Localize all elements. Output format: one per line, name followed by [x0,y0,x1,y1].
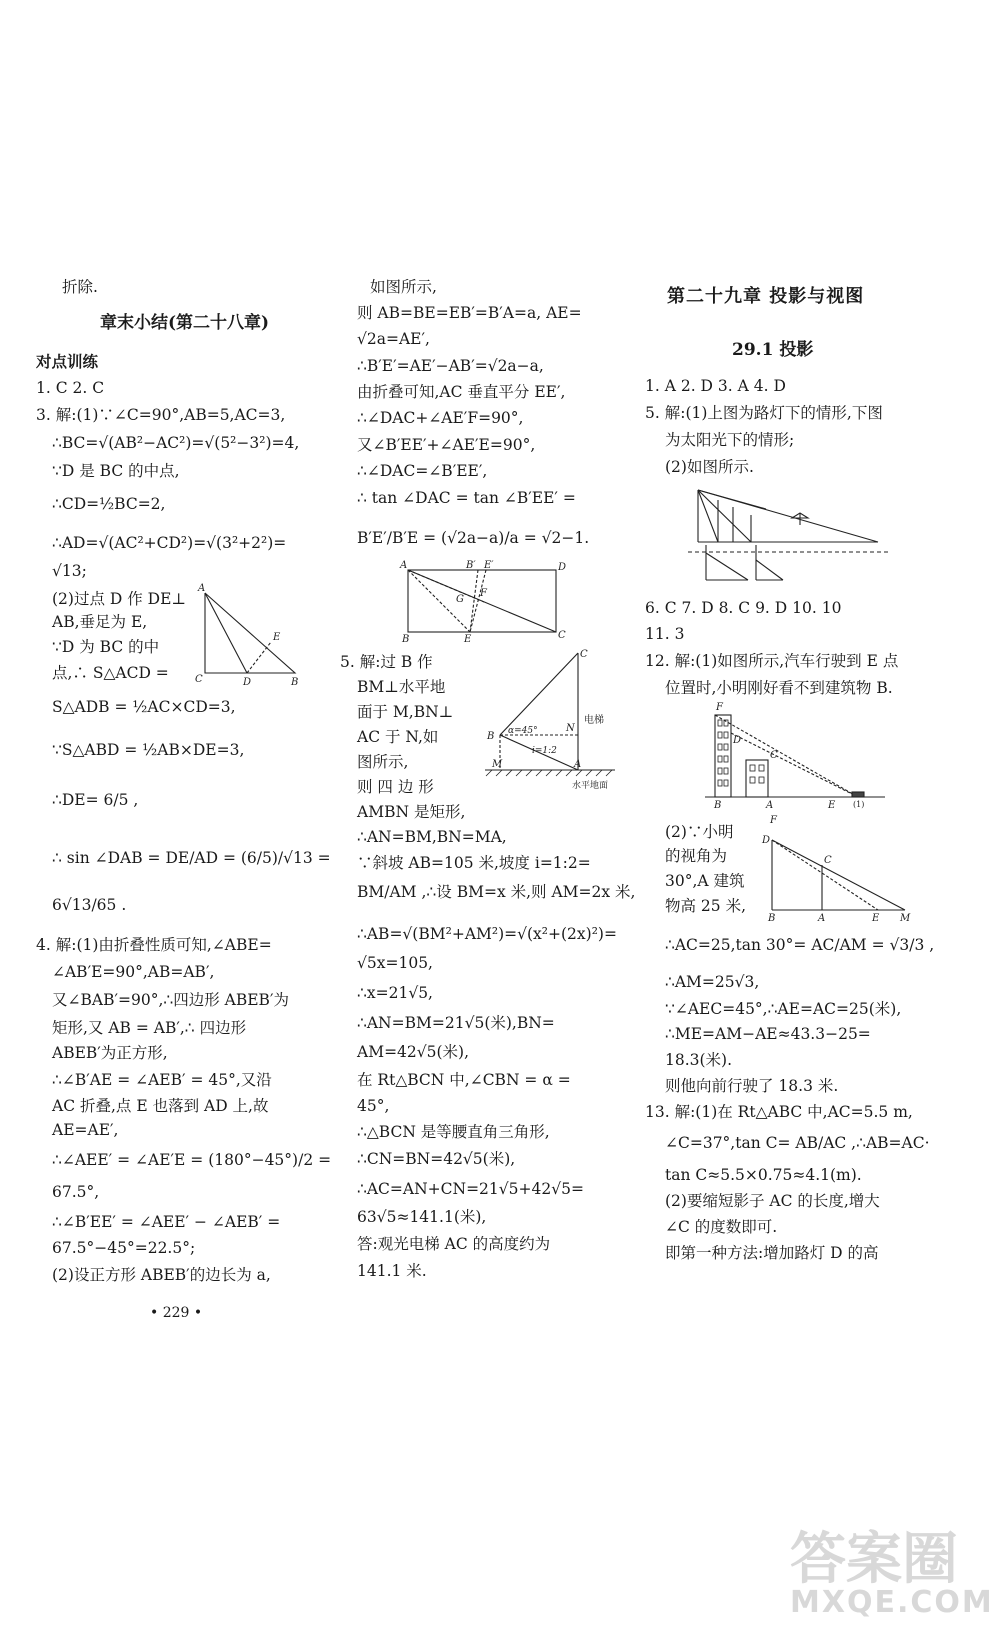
text-line: (2)如图所示. [665,458,754,476]
text-line: (2)过点 D 作 DE⊥ [52,590,186,608]
text-line: AB,垂足为 E, [52,613,148,631]
text-line: BM/AM ,∴设 BM=x 米,则 AM=2x 米, [357,883,636,901]
text-line: AC 于 N,如 [357,728,439,746]
text-line: ∴∠DAC=∠B′EE′, [357,462,488,480]
triangle-figure [195,585,320,690]
text-line: 1. A 2. D 3. A 4. D [645,377,786,395]
fig-label: A [198,583,206,594]
text-line: ∵S△ABD = ½AB×DE=3, [52,741,245,759]
text-line: 13. 解:(1)在 Rt△ABC 中,AC=5.5 m, [645,1103,913,1121]
fig-label: N [566,723,575,734]
fig-label: F [770,815,777,826]
text-line: 在 Rt△BCN 中,∠CBN = α = [357,1071,571,1089]
text-line: ∴△BCN 是等腰直角三角形, [357,1123,550,1141]
fig-label: G [456,594,464,605]
text-line: 即第一种方法:增加路灯 D 的高 [665,1244,879,1262]
text-line: ∵斜坡 AB=105 米,坡度 i=1:2= [357,854,591,872]
text-line: AMBN 是矩形, [357,803,466,821]
text-line: 如图所示, [370,278,437,296]
fig-label: B′ [466,560,476,571]
text-line: ∴B′E′=AE′−AB′=√2a−a, [357,357,544,375]
fig-label: A [400,560,408,571]
text-line: tan C≈5.5×0.75≈4.1(m). [665,1166,862,1184]
text-line: 矩形,又 AB = AB′,∴ 四边形 [52,1019,247,1037]
projection-figure [688,485,888,585]
text-line: 答:观光电梯 AC 的高度约为 [357,1235,551,1253]
text-line: AM=42√5(米), [357,1043,470,1061]
text-line: ∴AM=25√3, [665,973,760,991]
fig-label: B [714,800,722,811]
text-line: 由折叠可知,AC 垂直平分 EE′, [357,383,566,401]
fig-label: E [828,800,836,811]
fig-line [772,840,878,910]
text-line: ∴CN=BN=42√5(米), [357,1150,516,1168]
subsection-heading: 对点训练 [36,352,99,371]
chapter-title: 第二十九章 投影与视图 [667,286,865,307]
text-line: 位置时,小明刚好看不到建筑物 B. [665,679,893,697]
watermark-url: MXQE.COM [790,1585,994,1620]
text-line: ∴AN=BM,BN=MA, [357,828,507,846]
fig-label: D [243,677,252,688]
fig-line [772,840,905,910]
fig-label: F [480,588,487,599]
watermark-logo: 答案圈 [790,1527,958,1592]
fig-label: C [195,674,203,685]
text-line: 18.3(米). [665,1051,733,1069]
text-line: ∵D 是 BC 的中点, [52,462,180,480]
text-line: 141.1 米. [357,1262,427,1280]
fig-label: B [291,677,299,688]
text-line: (2)设正方形 ABEB′的边长为 a, [52,1266,271,1284]
text-line: ∴BC=√(AB²−AC²)=√(5²−3²)=4, [52,434,300,452]
text-line: (2)要缩短影子 AC 的长度,增大 [665,1192,880,1210]
text-line: ∴AD=√(AC²+CD²)=√(3²+2²)= [52,534,287,552]
fig-label: C [558,630,566,641]
text-line: 45°, [357,1097,390,1115]
fig-label: M [900,913,911,924]
fig-label: D [558,562,567,573]
text-line: 6√13/65 . [52,896,127,914]
fig-label: C [580,649,588,660]
fig-label: D [733,735,742,746]
text-line: 67.5°, [52,1183,100,1201]
text-line: 折除. [62,278,98,296]
fig-label: E′ [484,560,494,571]
text-line: 5. 解:过 B 作 [340,653,433,671]
text-line: 物高 25 米, [665,897,747,915]
text-line: ∴∠DAC+∠AE′F=90°, [357,409,524,427]
fig-label: B [768,913,776,924]
text-line: ∴ME=AM−AE≈43.3−25= [665,1025,871,1043]
text-line: 则 四 边 形 [357,778,434,796]
fig-label: F [716,702,723,713]
fig-label: E [872,913,880,924]
text-line: ∴∠AEE′ = ∠AE′E = (180°−45°)/2 = [52,1151,332,1169]
text-line: 图所示, [357,753,409,771]
text-line: 11. 3 [645,625,685,643]
text-line: B′E′/B′E = (√2a−a)/a = √2−1. [357,529,590,547]
text-line: ∠AB′E=90°,AB=AB′, [52,963,215,981]
text-line: 12. 解:(1)如图所示,汽车行驶到 E 点 [645,652,899,670]
slope-elevator-figure [480,645,620,795]
text-line: 又∠B′EE′+∠AE′E=90°, [357,436,536,454]
text-line: 则他向前行驶了 18.3 米. [665,1077,839,1095]
building-figure-1 [700,700,885,810]
text-line: ∴ tan ∠DAC = tan ∠B′EE′ = [357,489,576,507]
text-line: ∠C=37°,tan C= AB/AC ,∴AB=AC· [665,1134,930,1152]
text-line: 则 AB=BE=EB′=B′A=a, AE= [357,304,582,322]
fig-label: A [766,800,774,811]
text-line: 1. C 2. C [36,379,105,397]
text-line: 30°,A 建筑 [665,872,745,890]
fig-label: E [273,632,281,643]
text-line: ∵∠AEC=45°,∴AE=AC=25(米), [665,1000,902,1018]
text-line: ∴AC=25,tan 30°= AC/AM = √3/3 , [665,936,935,954]
fig-label: B [487,731,495,742]
text-line: 又∠BAB′=90°,∴四边形 ABEB′为 [52,991,289,1009]
text-line: ∴ sin ∠DAB = DE/AD = (6/5)/√13 = [52,849,331,867]
text-line: ∴AN=BM=21√5(米),BN= [357,1014,555,1032]
text-line: 点,∴ S△ACD = [52,664,169,682]
text-line: 3. 解:(1)∵∠C=90°,AB=5,AC=3, [36,406,286,424]
fig-label: α=45° [508,726,538,736]
text-line: 5. 解:(1)上图为路灯下的情形,下图 [645,404,883,422]
building-figure-2 [760,815,910,925]
page-number: • 229 • [150,1305,203,1321]
text-line: ∠C 的度数即可. [665,1218,778,1236]
fig-label: M [492,759,503,770]
text-line: ∴∠B′EE′ = ∠AEE′ − ∠AEB′ = [52,1213,281,1231]
text-line: AE=AE′, [52,1121,119,1139]
text-line: ABEB′为正方形, [52,1044,168,1062]
text-line: ∴∠B′AE = ∠AEB′ = 45°,又沿 [52,1071,272,1089]
fig-label: C [824,855,832,866]
text-line: 67.5°−45°=22.5°; [52,1239,196,1257]
fig-label: i=1:2 [532,746,557,756]
text-line: 4. 解:(1)由折叠性质可知,∠ABE= [36,936,272,954]
text-line: √2a=AE′, [357,330,430,348]
text-line: ∴x=21√5, [357,984,433,1002]
fig-label: D [762,835,771,846]
text-line: ∴AC=AN+CN=21√5+42√5= [357,1180,584,1198]
text-line: S△ADB = ½AC×CD=3, [52,698,236,716]
text-line: (2)∵小明 [665,823,734,841]
text-line: ∴CD=½BC=2, [52,495,166,513]
text-line: AC 折叠,点 E 也落到 AD 上,故 [52,1097,269,1115]
text-line: 面于 M,BN⊥ [357,703,454,721]
text-line: 的视角为 [665,847,728,865]
fig-label: B [402,634,410,645]
rectangle-fold-figure [398,562,568,647]
section-heading: 章末小结(第二十八章) [100,313,270,333]
fig-label: A [818,913,826,924]
fig-label: 水平地面 [572,781,609,791]
fig-label: 电梯 [584,715,604,726]
text-line: 6. C 7. D 8. C 9. D 10. 10 [645,599,842,617]
text-line: ∴DE= 6/5 , [52,791,139,809]
fig-label: (1) [853,800,865,809]
section-title: 29.1 投影 [732,340,814,360]
text-line: 63√5≈141.1(米), [357,1208,487,1226]
text-line: √5x=105, [357,954,433,972]
fig-label: E [464,634,472,645]
fig-label: C [770,750,778,761]
fig-label: A [574,759,582,770]
text-line: ∵D 为 BC 的中 [52,638,160,656]
text-line: 为太阳光下的情形; [665,431,795,449]
text-line: √13; [52,562,87,580]
text-line: ∴AB=√(BM²+AM²)=√(x²+(2x)²)= [357,925,617,943]
text-line: BM⊥水平地 [357,678,446,696]
